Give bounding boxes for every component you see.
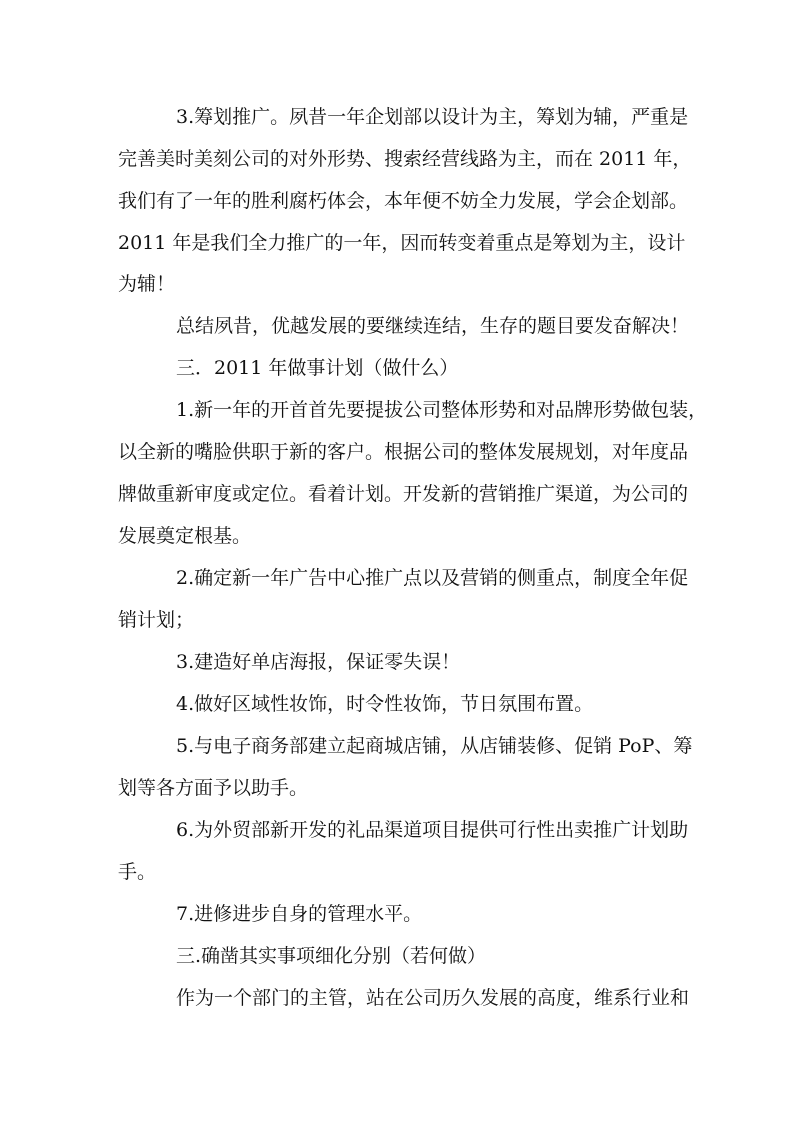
paragraph-line: 4.做好区域性妆饰，时令性妆饰，节日氛围布置。 (176, 693, 594, 715)
paragraph-line: 2.确定新一年广告中心推广点以及营销的侧重点，制度全年促 (176, 567, 689, 589)
paragraph-line: 手。 (118, 861, 157, 883)
paragraph-line: 划等各方面予以助手。 (118, 777, 309, 799)
paragraph-line: 总结夙昔，优越发展的要继续连结，生存的题目要发奋解决！ (176, 315, 690, 337)
paragraph-line: 3.筹划推广。夙昔一年企划部以设计为主，筹划为辅，严重是 (176, 106, 689, 128)
paragraph-line: 发展奠定根基。 (118, 525, 252, 547)
paragraph-line: 1.新一年的开首首先要提拔公司整体形势和对品牌形势做包装， (176, 399, 708, 421)
section-heading: 三.确凿其实事项细化分别（若何做） (176, 945, 487, 967)
paragraph-line: 销计划； (118, 609, 195, 631)
paragraph-line: 7.进修进步自身的管理水平。 (176, 903, 423, 925)
paragraph-line: 为辅！ (118, 273, 176, 295)
section-heading: 三．2011 年做事计划（做什么） (176, 357, 459, 379)
paragraph-line: 我们有了一年的胜利腐朽体会，本年便不妨全力发展，学会企划部。 (118, 190, 689, 212)
paragraph-line: 以全新的嘴脸供职于新的客户。根据公司的整体发展规划，对年度品 (118, 441, 689, 463)
paragraph-line: 牌做重新审度或定位。看着计划。开发新的营销推广渠道，为公司的 (118, 483, 689, 505)
paragraph-line: 3.建造好单店海报，保证零失误！ (176, 651, 461, 673)
paragraph-line: 2011 年是我们全力推广的一年，因而转变着重点是筹划为主，设计 (118, 232, 686, 254)
paragraph-line: 作为一个部门的主管，站在公司历久发展的高度，维系行业和 (176, 987, 690, 1009)
paragraph-line: 完善美时美刻公司的对外形势、搜索经营线路为主，而在 2011 年， (118, 148, 692, 170)
paragraph-line: 6.为外贸部新开发的礼品渠道项目提供可行性出卖推广计划助 (176, 819, 689, 841)
paragraph-line: 5.与电子商务部建立起商城店铺，从店铺装修、促销 PoP、筹 (176, 735, 693, 757)
